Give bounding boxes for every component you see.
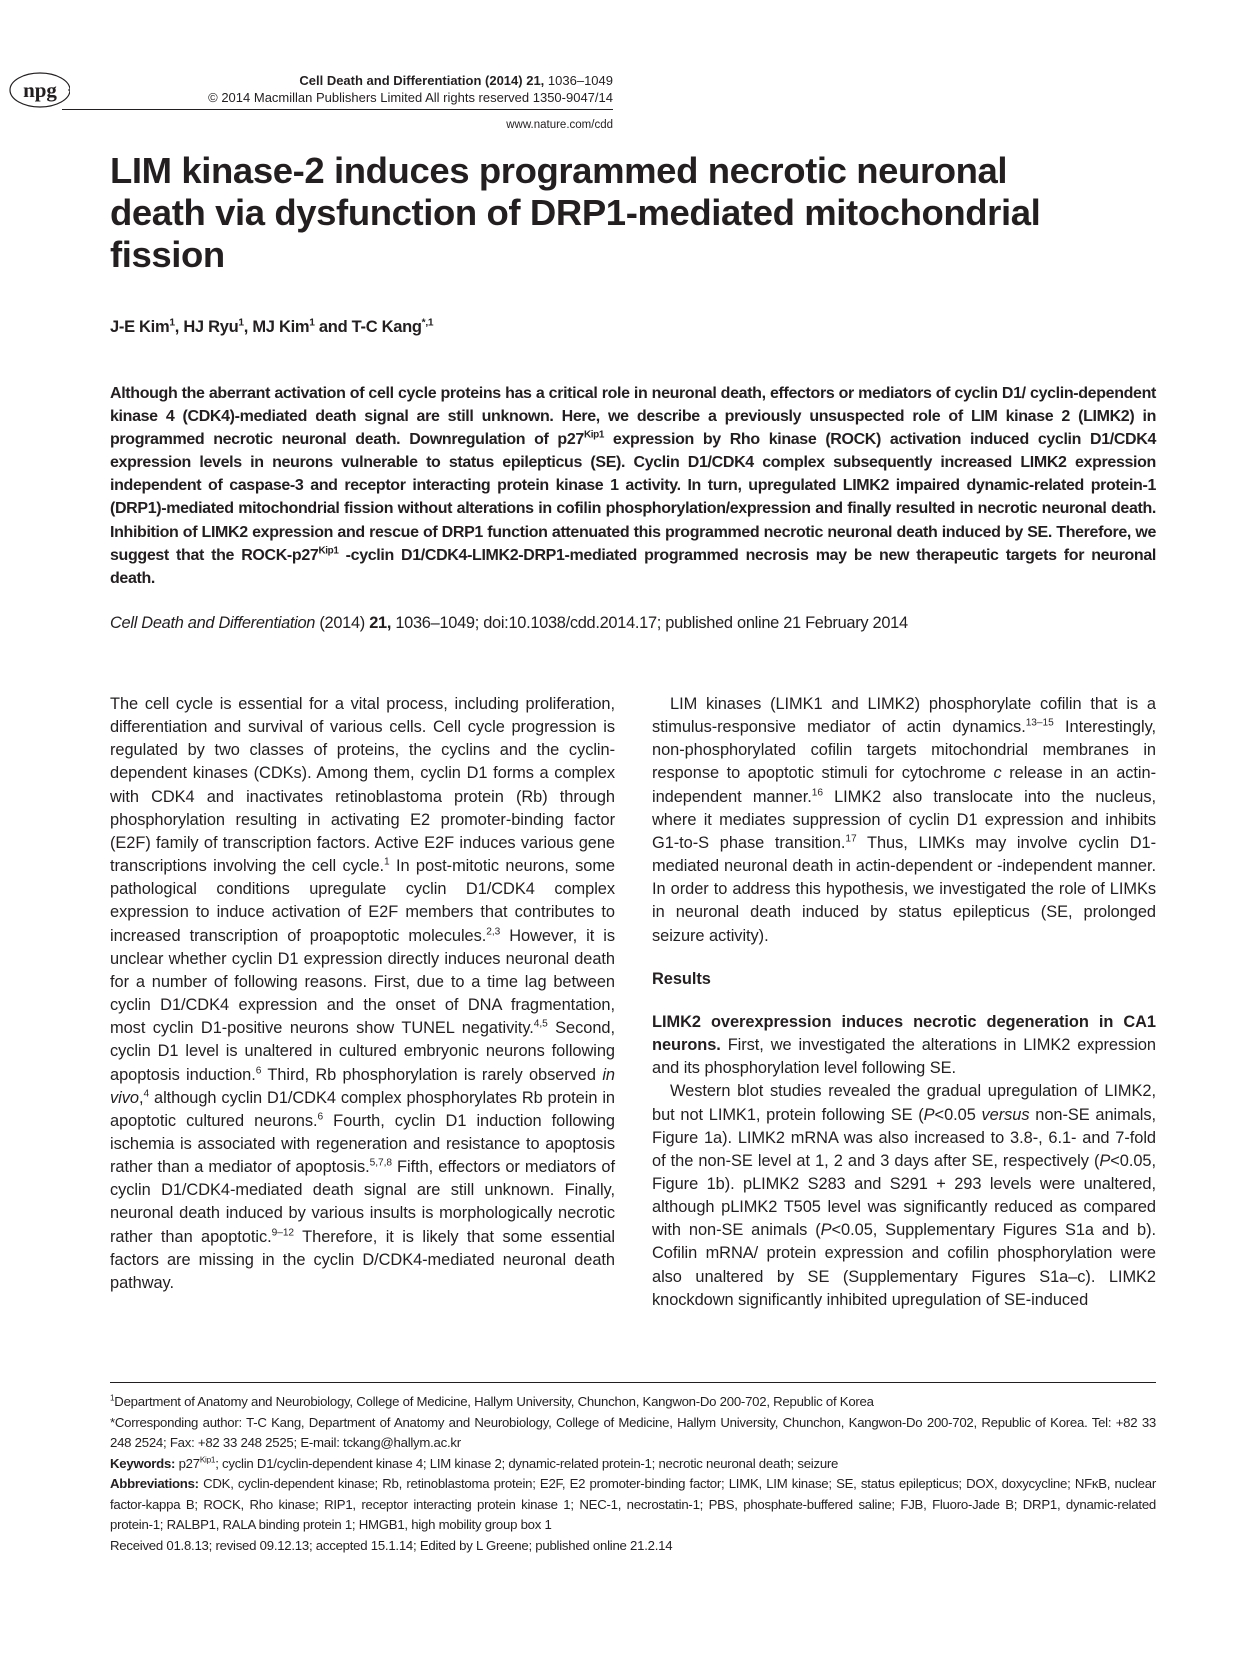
author-separator: and xyxy=(314,318,352,336)
citation-line xyxy=(110,612,1156,634)
results-subsection-paragraph xyxy=(652,1011,1156,1080)
article-title: LIM kinase-2 induces programmed necrotic neuronal death via dysfunction of DRP1-mediated mitochondrial fission xyxy=(110,150,1041,275)
citation-superscript: 6 xyxy=(317,1111,324,1123)
citation-superscript: 4,5 xyxy=(533,1018,548,1030)
citation-superscript: 17 xyxy=(845,833,857,845)
citation-superscript: 1 xyxy=(384,856,390,868)
text-run: <0.05, Figure 1b). pLIMK2 S283 and S291 + 293 levels were unaltered, although pLIMK2 T505 level was significantly reduced as compared with non-SE animals ( xyxy=(652,1151,1156,1240)
author-name: J-E Kim xyxy=(110,318,170,336)
intro-paragraph xyxy=(110,693,615,1295)
author-affiliation-marker: *,1 xyxy=(421,317,434,329)
journal-reference xyxy=(200,72,613,89)
text-run: Fifth, effectors or mediators of cyclin D1/CDK4-mediated death signal are still unknown. Finally, neuronal death induced by various insults is morphologically necrotic rather than apoptotic. xyxy=(110,1158,615,1246)
author-name: T-C Kang xyxy=(351,318,422,336)
footnote-rule xyxy=(110,1382,1156,1383)
text-run: Therefore, it is likely that some essential factors are missing in the cyclin D/CDK4-mediated neuronal death pathway. xyxy=(110,1227,615,1292)
subsection-title: LIMK2 overexpression induces necrotic degeneration in CA1 neurons. xyxy=(652,1012,1156,1055)
body-column-right xyxy=(652,693,1156,1312)
keywords-pre: p27 xyxy=(175,1455,200,1471)
text-run: <0.05, Supplementary Figures S1a and b). Cofilin mRNA/ protein expression and cofilin phosphorylation were also unaltered by SE (Supplementary Figures S1a–c). LIMK2 knockdown significantly inhibited upregulation of SE-induced xyxy=(652,1221,1156,1309)
citation-volume: 21, xyxy=(369,614,392,632)
text-run: -cyclin D1/CDK4-LIMK2-DRP1-mediated programmed necrosis may be new therapeutic targets for neuronal death. xyxy=(110,546,1156,587)
text-run: Interestingly, non-phosphorylated cofilin targets mitochondrial membranes in response to apoptotic stimuli for cytochrome xyxy=(652,718,1157,783)
text-run: In post-mitotic neurons, some pathological conditions upregulate cyclin D1/CDK4 complex expression to induce activation of E2F members that contributes to increased transcription of proapoptotic molecules. xyxy=(110,857,615,945)
affiliation-text: Department of Anatomy and Neurobiology, College of Medicine, Hallym University, Chunchon, Kangwon-Do 200-702, Republic of Korea xyxy=(114,1394,874,1409)
abstract xyxy=(110,382,1156,590)
citation-superscript: 13–15 xyxy=(1025,717,1054,729)
keywords-sup: Kip1 xyxy=(199,1455,216,1465)
corresponding-author: *Corresponding author: T-C Kang, Department of Anatomy and Neurobiology, College of Medicine, Hallym University, Chunchon, Kangwon-Do 200-702, Republic of Korea. Tel: +82 33 248 2524; Fax: +82 33 248 2525; E-mail: tckang@hallym.ac.kr xyxy=(110,1414,1156,1450)
keywords-list: ; cyclin D1/cyclin-dependent kinase 4; LIM kinase 2; dynamic-related protein-1; necrotic neuronal death; seizure xyxy=(215,1455,839,1471)
text-run: Fourth, cyclin D1 induction following ischemia is associated with regeneration and resistance to apoptosis rather than a mediator of apoptosis. xyxy=(110,1111,615,1177)
abbreviations-list: CDK, cyclin-dependent kinase; Rb, retinoblastoma protein; E2F, E2 promoter-binding factor; LIMK, LIM kinase; SE, status epilepticus; DOX, doxycycline; NFκB, nuclear factor-kappa B; ROCK, Rho kinase; RIP1, receptor interacting protein kinase 1; NEC-1, necrostatin-1; PBS, phosphate-buffered saline; FJB, Fluoro-Jade B; DRP1, dynamic-related protein-1; RALBP1, RALA binding protein 1; HMGB1, high mobility group box 1 xyxy=(110,1476,1156,1532)
author-separator: , xyxy=(243,318,253,336)
npg-logo xyxy=(6,72,70,112)
italic-text: in vivo xyxy=(110,1065,616,1107)
intro-paragraph-2 xyxy=(652,693,1156,948)
citation-superscript: 4 xyxy=(143,1088,150,1100)
text-run: However, it is unclear whether cyclin D1 expression directly induces neuronal death for a number of following reasons. First, due to a time lag between cyclin D1/CDK4 expression and the onset of DNA fragmentation, most cyclin D1-positive neurons show TUNEL negativity. xyxy=(110,926,615,1038)
text-run: Third, Rb phosphorylation is rarely observed xyxy=(261,1065,603,1084)
text-run: , xyxy=(138,1088,144,1107)
author-list xyxy=(110,317,433,337)
italic-text: P xyxy=(1099,1151,1111,1170)
citation-journal: Cell Death and Differentiation xyxy=(110,614,316,632)
journal-pages: 1036–1049 xyxy=(547,73,613,88)
author-affiliation-marker: 1 xyxy=(169,317,175,329)
subsection-text: First, we investigated the alterations in LIMK2 expression and its phosphorylation level following SE. xyxy=(652,1036,1156,1078)
text-run: LIM kinases (LIMK1 and LIMK2) phosphorylate cofilin that is a stimulus-responsive mediator of actin dynamics. xyxy=(652,695,1156,737)
author-name: MJ Kim xyxy=(252,318,310,336)
citation-details: 1036–1049; doi:10.1038/cdd.2014.17; published online 21 February 2014 xyxy=(391,614,908,632)
author-affiliation-marker: 1 xyxy=(238,317,244,329)
author-separator: , xyxy=(174,318,184,336)
italic-text: c xyxy=(993,764,1002,783)
text-run: non-SE animals, Figure 1a). LIMK2 mRNA was also increased to 3.8-, 6.1- and 7-fold of the non-SE level at 1, 2 and 3 days after SE, respectively ( xyxy=(652,1105,1157,1170)
journal-website-link[interactable]: www.nature.com/cdd xyxy=(506,119,613,131)
journal-year: (2014) xyxy=(485,73,523,88)
journal-name: Cell Death and Differentiation xyxy=(299,73,482,88)
italic-text: P xyxy=(923,1105,935,1124)
text-run: expression by Rho kinase (ROCK) activation induced cyclin D1/CDK4 expression levels in neurons vulnerable to status epilepticus (SE). Cyclin D1/CDK4 complex subsequently increased LIMK2 expression independent of caspase-3 and receptor interacting protein kinase 1 activity. In turn, upregulated LIMK2 impaired dynamic-related protein-1 (DRP1)-mediated mitochondrial fission without alterations in cofilin phosphorylation/expression and finally resulted in necrotic neuronal death. Inhibition of LIMK2 expression and rescue of DRP1 function attenuated this programmed necrotic neuronal death induced by SE. Therefore, we suggest that the ROCK-p27 xyxy=(110,431,1157,564)
italic-text: versus xyxy=(981,1105,1030,1124)
affiliation xyxy=(110,1392,1156,1413)
citation-superscript: 5,7,8 xyxy=(369,1157,392,1169)
keywords-label: Keywords: xyxy=(110,1455,176,1471)
results-heading: Results xyxy=(652,969,711,988)
abbreviations xyxy=(110,1474,1156,1536)
text-run: Second, cyclin D1 level is unaltered in cultured embryonic neurons following apoptosis induction. xyxy=(110,1019,615,1084)
copyright-line: © 2014 Macmillan Publishers Limited All rights reserved 1350-9047/14 xyxy=(208,90,613,105)
received-dates: Received 01.8.13; revised 09.12.13; accepted 15.1.14; Edited by L Greene; published online 21.2.14 xyxy=(110,1537,673,1553)
text-run: Although the aberrant activation of cell cycle proteins has a critical role in neuronal death, effectors or mediators of cyclin D1/ cyclin-dependent kinase 4 (CDK4)-mediated death signal are still unknown. Here, we describe a previously unsuspected role of LIM kinase 2 (LIMK2) in programmed necrotic neuronal death. Downregulation of p27 xyxy=(110,385,1156,449)
citation-superscript: 6 xyxy=(255,1065,262,1077)
author-name: HJ Ryu xyxy=(183,318,239,336)
keywords xyxy=(110,1454,1156,1475)
text-run: Thus, LIMKs may involve cyclin D1-mediated neuronal death in actin-dependent or -independent manner. In order to address this hypothesis, we investigated the role of LIMKs in neuronal death induced by status epilepticus (SE, prolonged seizure activity). xyxy=(652,833,1156,945)
text-run: Western blot studies revealed the gradual upregulation of LIMK2, but not LIMK1, protein following SE ( xyxy=(652,1082,1156,1124)
text-run: The cell cycle is essential for a vital process, including proliferation, differentiation and survival of various cells. Cell cycle progression is regulated by two classes of proteins, the cyclins and the cyclin-dependent kinases (CDKs). Among them, cyclin D1 forms a complex with CDK4 and inactivates retinoblastoma protein (Rb) through phosphorylation resulting in activating E2 promoter-binding factor (E2F) family of transcription factors. Active E2F induces various gene transcriptions involving the cell cycle. xyxy=(110,695,615,876)
header-rule xyxy=(62,109,613,110)
text-run: LIMK2 also translocate into the nucleus, where it mediates suppression of cyclin D1 expression and inhibits G1-to-S phase transition. xyxy=(652,787,1156,852)
text-run: although cyclin D1/CDK4 complex phosphorylates Rb protein in apoptotic cultured neurons. xyxy=(110,1088,615,1130)
italic-text: P xyxy=(820,1221,832,1240)
footnotes xyxy=(110,1392,1156,1556)
citation-superscript: Kip1 xyxy=(583,429,605,441)
citation-year: (2014) xyxy=(315,614,370,632)
abbreviations-label: Abbreviations: xyxy=(110,1476,199,1491)
results-paragraph xyxy=(652,1080,1156,1312)
npg-logo-text: npg xyxy=(23,78,57,102)
citation-superscript: 9–12 xyxy=(271,1227,295,1239)
journal-volume: 21, xyxy=(526,73,545,88)
citation-superscript: Kip1 xyxy=(318,545,339,557)
author-affiliation-marker: 1 xyxy=(309,317,315,329)
affiliation-marker: 1 xyxy=(110,1393,115,1403)
body-column-left xyxy=(110,693,615,1295)
citation-superscript: 2,3 xyxy=(486,926,501,938)
citation-superscript: 16 xyxy=(811,787,823,799)
text-run: <0.05 xyxy=(934,1105,982,1124)
text-run: release in an actin-independent manner. xyxy=(652,764,1156,806)
